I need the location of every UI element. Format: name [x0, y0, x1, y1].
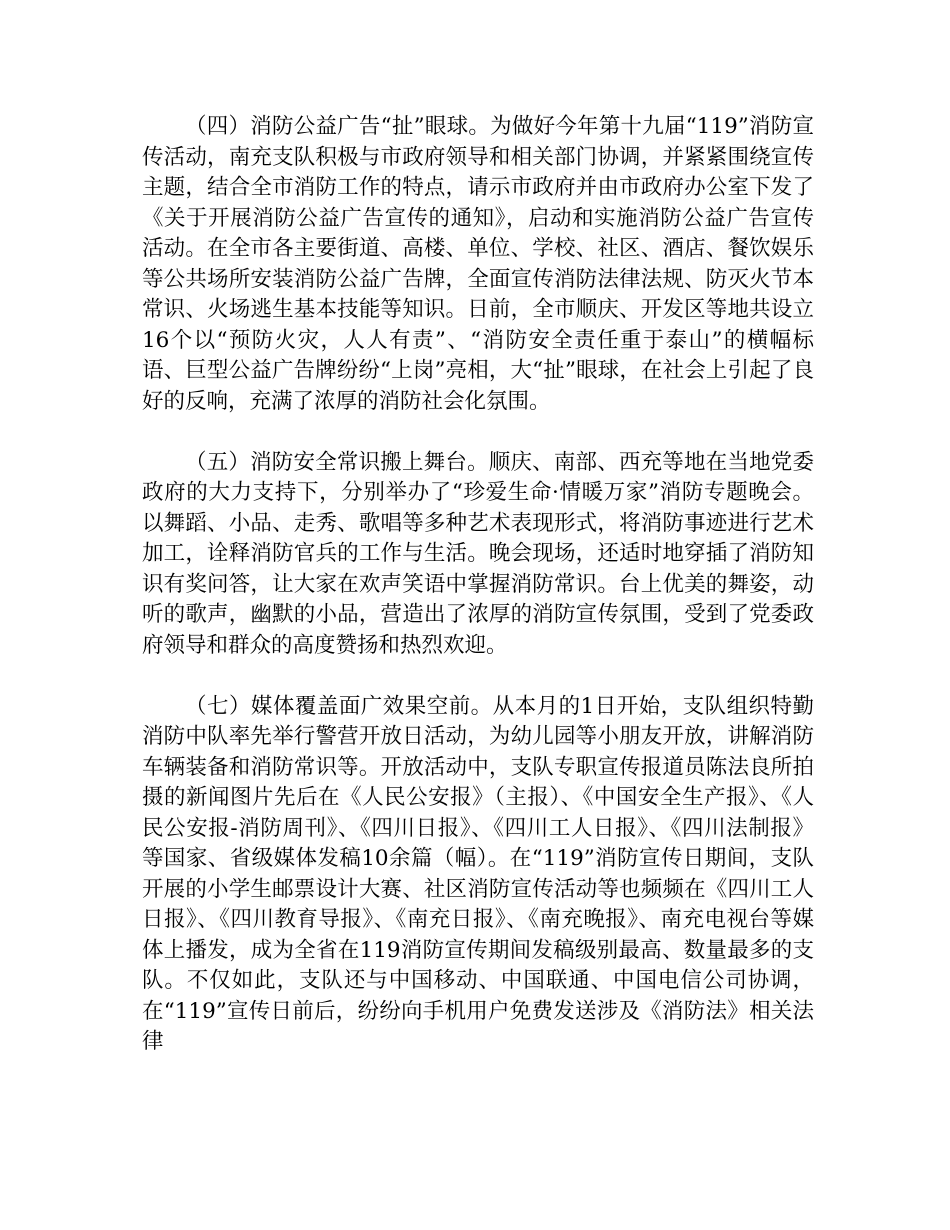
- paragraph-section-4: （四）消防公益广告“扯”眼球。为做好今年第十九届“119”消防宣传活动，南充支队积极与市政府领导和相关部门协调，并紧紧围绕宣传主题，结合全市消防工作的特点，请示市政府并由市政府办公室下发了《关于开展消防公益广告宣传的通知》，启动和实施消防公益广告宣传活动。在全市各主要街道、高楼、单位、学校、社区、酒店、餐饮娱乐等公共场所安装消防公益广告牌，全面宣传消防法律法规、防灭火节本常识、火场逃生基本技能等知识。日前，全市顺庆、开发区等地共设立16个以“预防火灾，人人有责”、“消防安全责任重于泰山”的横幅标语、巨型公益广告牌纷纷“上岗”亮相，大“扯”眼球，在社会上引起了良好的反响，充满了浓厚的消防社会化氛围。: [142, 114, 814, 414]
- document-body: [142, 112, 814, 1058]
- paragraph-section-5: （五）消防安全常识搬上舞台。顺庆、南部、西充等地在当地党委政府的大力支持下，分别举办了“珍爱生命·情暖万家”消防专题晚会。以舞蹈、小品、走秀、歌唱等多种艺术表现形式，将消防事迹进行艺术加工，诠释消防官兵的工作与生活。晚会现场，还适时地穿插了消防知识有奖问答，让大家在欢声笑语中掌握消防常识。台上优美的舞姿，动听的歌声，幽默的小品，营造出了浓厚的消防宣传氛围，受到了党委政府领导和群众的高度赞扬和热烈欢迎。: [142, 449, 814, 658]
- paragraph-section-7: （七）媒体覆盖面广效果空前。从本月的1日开始，支队组织特勤消防中队率先举行警营开放日活动，为幼儿园等小朋友开放，讲解消防车辆装备和消防常识等。开放活动中，支队专职宣传报道员陈法良所拍摄的新闻图片先后在《人民公安报》（主报）、《中国安全生产报》、《人民公安报-消防周刊》、《四川日报》、《四川工人日报》、《四川法制报》等国家、省级媒体发稿10余篇（幅）。在“119”消防宣传日期间，支队开展的小学生邮票设计大赛、社区消防宣传活动等也频频在《四川工人日报》、《四川教育导报》、《南充日报》、《南充晚报》、南充电视台等媒体上播发，成为全省在119消防宣传期间发稿级别最高、数量最多的支队。不仅如此，支队还与中国移动、中国联通、中国电信公司协调，在“119”宣传日前后，纷纷向手机用户免费发送涉及《消防法》相关法律: [142, 693, 814, 1054]
